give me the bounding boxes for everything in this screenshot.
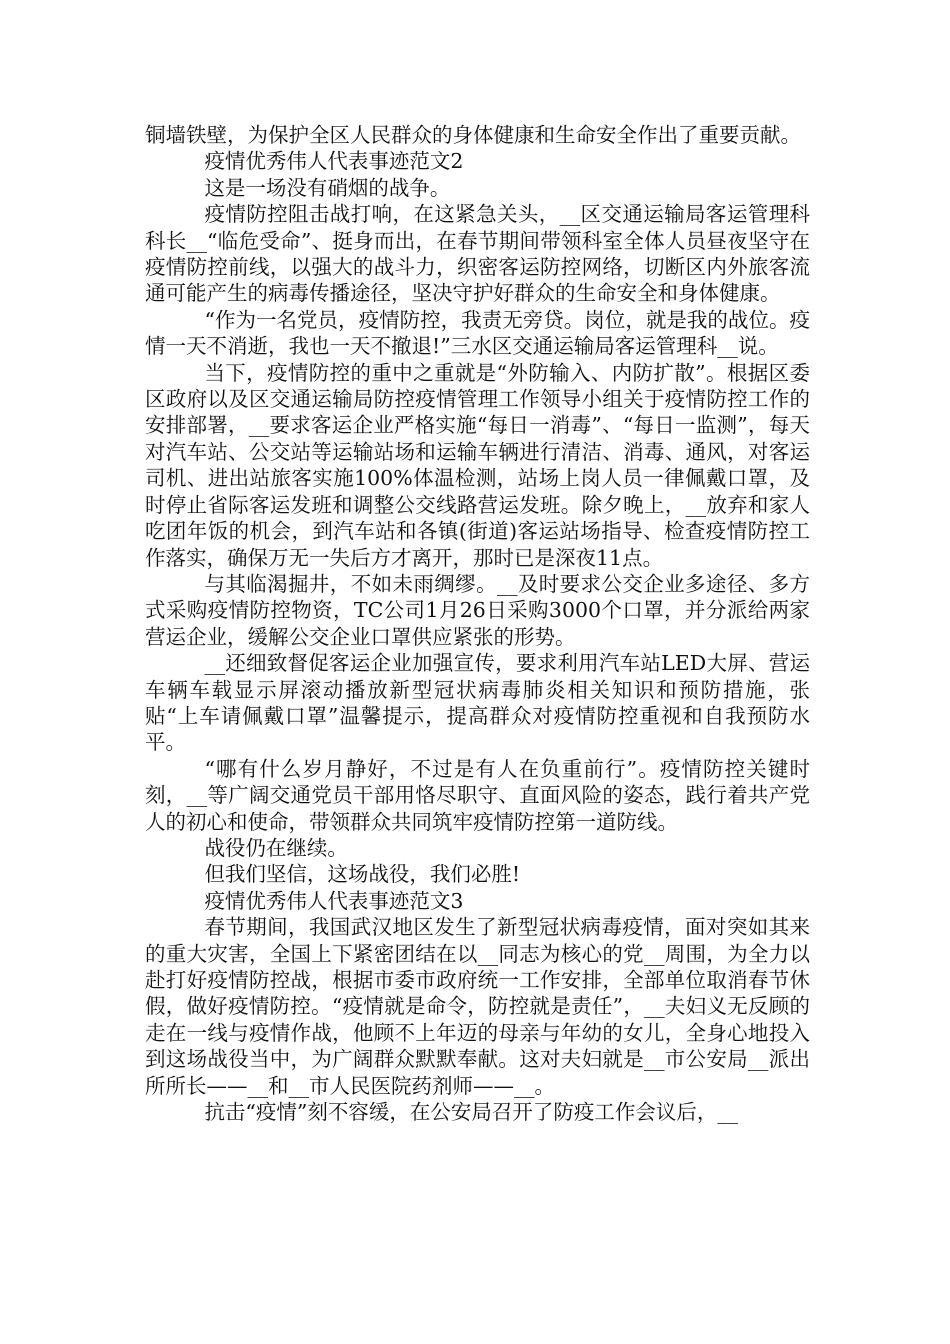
paragraph-continuation: 铜墙铁壁，为保护全区人民群众的身体健康和生命安全作出了重要贡献。 bbox=[145, 123, 801, 147]
paragraph: “作为一名党员，疫情防控，我责无旁贷。岗位，就是我的战位。疫情一天不消逝，我也一天不撤退!”三水区交通运输局客运管理科__说。 bbox=[145, 307, 810, 359]
paragraph: 抗击“疫情”刻不容缓，在公安局召开了防疫工作会议后，__ bbox=[204, 1100, 738, 1125]
paragraph: “哪有什么岁月静好，不过是有人在负重前行”。疫情防控关键时刻，__等广阔交通党员干部用恪尽职守、直面风险的姿态，践行着共产党人的初心和使命，带领群众共同筑牢疫情防控第一道防线。 bbox=[145, 756, 810, 834]
document-body bbox=[145, 122, 810, 1125]
paragraph: 与其临渴掘井，不如未雨绸缪。__及时要求公交企业多途径、多方式采购疫情防控物资，TC公司1月26日采购3000个口罩，并分派给两家营运企业，缓解公交企业口罩供应紧张的形势。 bbox=[145, 571, 810, 649]
section-heading-3: 疫情优秀伟人代表事迹范文3 bbox=[204, 888, 464, 913]
paragraph: __还细致督促客运企业加强宣传，要求利用汽车站LED大屏、营运车辆车载显示屏滚动播放新型冠状病毒肺炎相关知识和预防措施，张贴“上车请佩戴口罩”温馨提示，提高群众对疫情防控重视和自我预防水平。 bbox=[145, 651, 810, 755]
paragraph: 春节期间，我国武汉地区发生了新型冠状病毒疫情，面对突如其来的重大灾害，全国上下紧密团结在以__同志为核心的党__周围，为全力以赴打好疫情防控战，根据市委市政府统一工作安排，全部单位取消春节休假，做好疫情防控。“疫情就是命令，防控就是责任”，__夫妇义无反顾的走在一线与疫情作战，他顾不上年迈的母亲与年幼的女儿，全身心地投入到这场战役当中，为广阔群众默默奉献。这对夫妇就是__市公安局__派出所所长——__和__市人民医院药剂师——__。 bbox=[145, 915, 810, 1098]
paragraph: 战役仍在继续。 bbox=[204, 835, 348, 860]
paragraph: 但我们坚信，这场战役，我们必胜! bbox=[204, 862, 521, 887]
paragraph: 疫情防控阻击战打响，在这紧急关头，__区交通运输局客运管理科科长__“临危受命”、挺身而出，在春节期间带领科室全体人员昼夜坚守在疫情防控前线，以强大的战斗力，织密客运防控网络，切断区内外旅客流通可能产生的病毒传播途径，坚决守护好群众的生命安全和身体健康。 bbox=[145, 202, 810, 306]
paragraph: 这是一场没有硝烟的战争。 bbox=[204, 175, 451, 200]
section-heading-2: 疫情优秀伟人代表事迹范文2 bbox=[204, 149, 464, 174]
paragraph: 当下，疫情防控的重中之重就是“外防输入、内防扩散”。根据区委区政府以及区交通运输局防控疫情管理工作领导小组关于疫情防控工作的安排部署，__要求客运企业严格实施“每日一消毒”、“每日一监测”，每天对汽车站、公交站等运输站场和运输车辆进行清洁、消毒、通风，对客运司机、进出站旅客实施100%体温检测，站场上岗人员一律佩戴口罩，及时停止省际客运发班和调整公交线路营运发班。除夕晚上，__放弃和家人吃团年饭的机会，到汽车站和各镇(街道)客运站场指导、检查疫情防控工作落实，确保万无一失后方才离开，那时已是深夜11点。 bbox=[145, 360, 810, 570]
